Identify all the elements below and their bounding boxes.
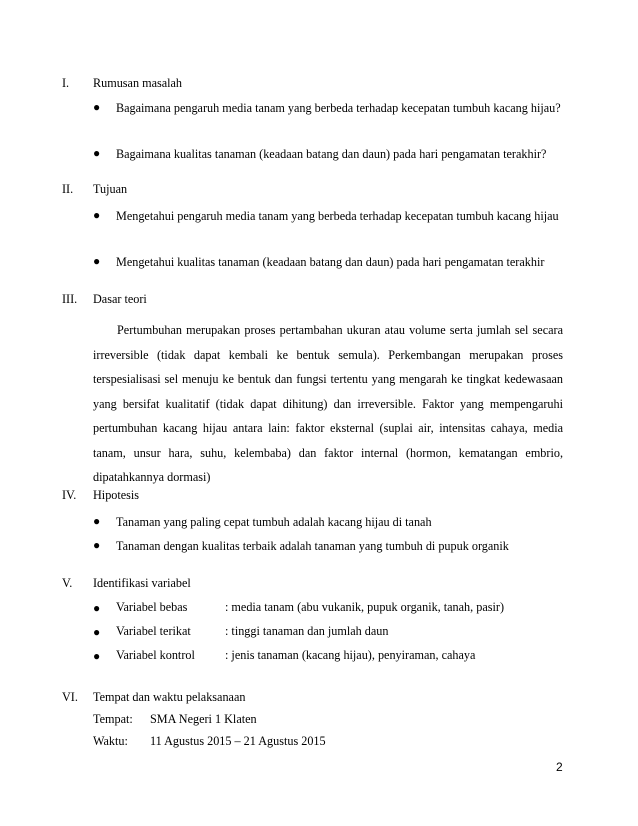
section-title: Tempat dan waktu pelaksanaan [93,690,246,704]
section-numeral: I. [62,76,70,90]
theory-paragraph: Pertumbuhan merupakan proses pertambahan ukuran atau volume serta jumlah sel secara irreversible (tidak dapat kembali ke bentuk semula). Perkembangan merupakan proses terspesialisasi sel menuju ke bentuk dan fungsi tertentu yang mengarah ke tingkat kedewasaan yang bersifat kualitatif (tidak dapat dihitung) dan irreversible. Faktor yang mempengaruhi pertumbuhan kacang hijau antara lain: faktor eksternal (suplai air, intensitas cahaya, media tanam, unsur hara, suhu, kelembaba) dan faktor internal (hormon, kematangan embrio, dipatahkannya dormasi) [93,323,563,484]
list-item-text: Mengetahui pengaruh media tanam yang berbeda terhadap kecepatan tumbuh kacang hijau [116,209,559,223]
variable-name: Variabel terikat [116,624,191,638]
variable-name: Variabel kontrol [116,648,195,662]
list-item-text: Tanaman dengan kualitas terbaik adalah tanaman yang tumbuh di pupuk organik [116,539,509,553]
bullet-icon: ● [93,601,101,615]
variable-row [93,600,563,620]
variable-value: : tinggi tanaman dan jumlah daun [225,624,389,638]
bullet-icon: ● [93,208,101,222]
section-title: Tujuan [93,182,128,196]
variable-value: : media tanam (abu vukanik, pupuk organik, tanah, pasir) [225,600,504,614]
bullet-icon: ● [93,146,101,160]
list-item-text: Bagaimana kualitas tanaman (keadaan batang dan daun) pada hari pengamatan terakhir? [116,147,547,161]
time-label: Waktu: [93,734,128,748]
bullet-icon: ● [93,625,101,639]
place-label: Tempat: [93,712,133,726]
section-numeral: V. [62,576,73,590]
place-value: SMA Negeri 1 Klaten [150,712,257,726]
bullet-icon: ● [93,649,101,663]
page-number: 2 [556,760,563,774]
section-numeral: III. [62,292,78,306]
bullet-icon: ● [93,514,101,528]
section-title: Identifikasi variabel [93,576,191,590]
section-numeral: IV. [62,488,77,502]
variable-value: : jenis tanaman (kacang hijau), penyiraman, cahaya [225,648,476,662]
variable-name: Variabel bebas [116,600,188,614]
list-item-text: Bagaimana pengaruh media tanam yang berbeda terhadap kecepatan tumbuh kacang hijau? [116,101,561,115]
list-item-text: Mengetahui kualitas tanaman (keadaan batang dan daun) pada hari pengamatan terakhir [116,255,545,269]
variable-row [93,624,563,644]
section-numeral: II. [62,182,74,196]
bullet-icon: ● [93,254,101,268]
variable-row [93,648,563,668]
section-title: Rumusan masalah [93,76,183,90]
bullet-icon: ● [93,100,101,114]
section-title: Hipotesis [93,488,140,502]
section-title: Dasar teori [93,292,147,306]
time-value: 11 Agustus 2015 – 21 Agustus 2015 [150,734,326,748]
section-numeral: VI. [62,690,78,704]
bullet-icon: ● [93,538,101,552]
list-item-text: Tanaman yang paling cepat tumbuh adalah kacang hijau di tanah [116,515,432,529]
